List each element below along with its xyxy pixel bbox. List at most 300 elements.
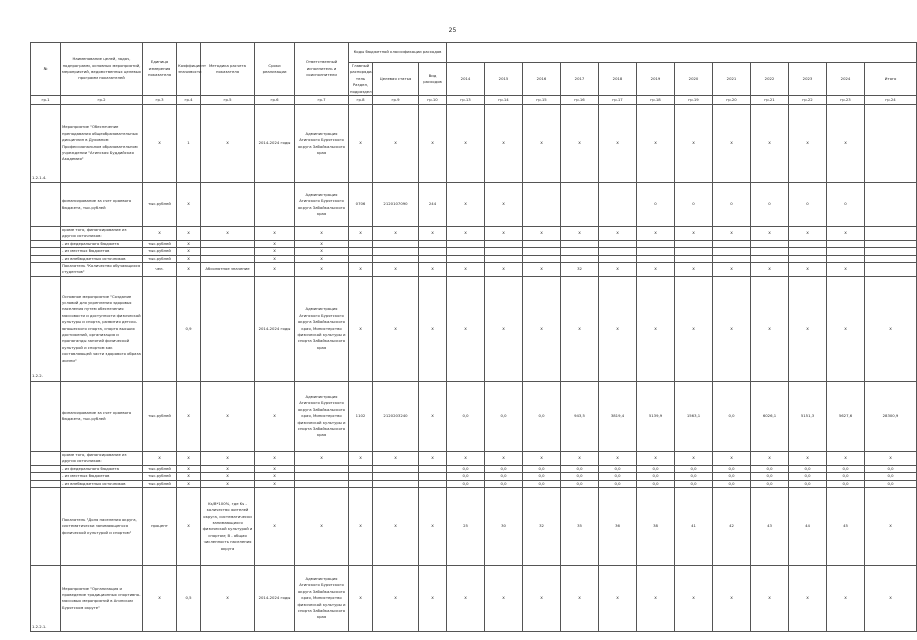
- table-cell: X: [255, 263, 295, 277]
- table-cell: [295, 465, 349, 472]
- table-cell: X: [713, 276, 751, 381]
- table-cell: 0: [751, 183, 789, 227]
- table-cell: Ks/B*100%, где Ks - количество жителей округа, систематически занимающихся физической культурой и спортом; B - общая численность населения округа: [201, 487, 255, 565]
- table-cell: [485, 248, 523, 255]
- table-cell: Администрация Агинского Бурятского округа Забайкальского края: [295, 183, 349, 227]
- row-number-cell: [31, 487, 61, 565]
- table-cell: X: [599, 263, 637, 277]
- table-row: [31, 183, 917, 227]
- header-year-2017: 2017: [561, 63, 599, 96]
- table-cell: [637, 248, 675, 255]
- table-cell: 0,0: [751, 480, 789, 487]
- table-cell: X: [177, 248, 201, 255]
- table-cell: X: [349, 487, 373, 565]
- row-name-cell: Показатель "Доля населения округа, систематически занимающегося физической культурой и спортом": [61, 487, 143, 565]
- table-row: [31, 105, 917, 183]
- table-cell: X: [349, 227, 373, 241]
- table-cell: X: [349, 105, 373, 183]
- header-year-2020: 2020: [675, 63, 713, 96]
- table-cell: [865, 263, 917, 277]
- table-cell: X: [789, 451, 827, 465]
- group-number-cell: гр.17: [599, 96, 637, 105]
- header-main-admin: Главный распоряди-тель Раздел, подраздел: [350, 63, 373, 94]
- row-number: 1.2.2.1.: [32, 623, 47, 629]
- table-cell: 35: [561, 487, 599, 565]
- table-cell: [637, 240, 675, 247]
- table-cell: X: [201, 381, 255, 451]
- row-name-cell: кроме того, финансирование из других источников:: [61, 451, 143, 465]
- table-cell: [143, 276, 177, 381]
- table-cell: X: [637, 105, 675, 183]
- row-number-cell: [31, 263, 61, 277]
- header-name: Наименование целей, задач, подпрограмм, основных мероприятий, мероприятий, ведомственных целевых программ показателей: [61, 43, 143, 96]
- table-cell: 5139,9: [637, 381, 675, 451]
- page-number: 25: [448, 27, 457, 34]
- table-cell: [255, 183, 295, 227]
- table-cell: [713, 240, 751, 247]
- table-cell: [865, 240, 917, 247]
- table-row: [31, 276, 917, 381]
- group-number-row: [31, 96, 917, 105]
- table-cell: X: [201, 565, 255, 631]
- table-cell: тыс.рублей: [143, 473, 177, 480]
- row-number-cell: [31, 473, 61, 480]
- table-cell: процент: [143, 487, 177, 565]
- table-cell: X: [447, 565, 485, 631]
- table-cell: X: [419, 565, 447, 631]
- table-cell: X: [201, 227, 255, 241]
- table-cell: X: [713, 565, 751, 631]
- table-cell: X: [523, 263, 561, 277]
- group-number-cell: гр.19: [675, 96, 713, 105]
- row-number-cell: [31, 240, 61, 247]
- table-cell: 0,0: [485, 465, 523, 472]
- table-cell: 0,0: [599, 465, 637, 472]
- row-number: 1.2.2.: [32, 373, 43, 379]
- table-cell: 1102: [349, 381, 373, 451]
- group-number-cell: гр.1: [31, 96, 61, 105]
- table-cell: X: [675, 276, 713, 381]
- table-cell: [865, 248, 917, 255]
- table-cell: 44: [789, 487, 827, 565]
- table-cell: X: [295, 240, 349, 247]
- table-cell: 0: [675, 183, 713, 227]
- table-cell: Абсолютное значение: [201, 263, 255, 277]
- table-cell: X: [255, 381, 295, 451]
- table-cell: [349, 248, 373, 255]
- table-cell: [349, 240, 373, 247]
- table-cell: X: [295, 487, 349, 565]
- table-cell: X: [143, 451, 177, 465]
- table-cell: [523, 255, 561, 262]
- table-cell: [373, 255, 419, 262]
- table-cell: X: [419, 381, 447, 451]
- table-cell: X: [523, 227, 561, 241]
- table-cell: 0,0: [637, 465, 675, 472]
- table-cell: 943,5: [561, 381, 599, 451]
- header-year-2014: 2014: [447, 63, 485, 96]
- table-cell: X: [177, 183, 201, 227]
- group-number-cell: гр.16: [561, 96, 599, 105]
- table-cell: [419, 480, 447, 487]
- table-row: [31, 473, 917, 480]
- table-cell: X: [177, 263, 201, 277]
- table-cell: X: [827, 451, 865, 465]
- table-cell: [561, 240, 599, 247]
- table-cell: [865, 105, 917, 183]
- row-number: 1.2.1.4.: [32, 174, 47, 180]
- table-cell: 0,0: [789, 480, 827, 487]
- table-cell: X: [295, 248, 349, 255]
- table-cell: X: [675, 105, 713, 183]
- group-number-cell: гр.24: [865, 96, 917, 105]
- table-cell: 36: [599, 487, 637, 565]
- table-cell: X: [827, 263, 865, 277]
- table-cell: чел.: [143, 263, 177, 277]
- group-number-cell: гр.22: [789, 96, 827, 105]
- table-cell: 0,0: [447, 465, 485, 472]
- table-cell: 41: [675, 487, 713, 565]
- table-cell: [373, 473, 419, 480]
- table-row: [31, 263, 917, 277]
- table-cell: [373, 465, 419, 472]
- table-cell: [201, 183, 255, 227]
- table-cell: 38: [637, 487, 675, 565]
- table-cell: X: [789, 227, 827, 241]
- table-cell: 0,0: [789, 473, 827, 480]
- table-cell: 32: [561, 263, 599, 277]
- table-cell: тыс.рублей: [143, 381, 177, 451]
- group-number-cell: гр.6: [255, 96, 295, 105]
- table-cell: 0,0: [713, 381, 751, 451]
- row-number-cell: [31, 565, 61, 631]
- table-cell: [713, 255, 751, 262]
- table-cell: X: [523, 276, 561, 381]
- table-cell: X: [789, 105, 827, 183]
- table-cell: X: [827, 105, 865, 183]
- budget-table: [30, 42, 917, 632]
- table-cell: [751, 255, 789, 262]
- table-row: [31, 480, 917, 487]
- table-cell: 2014-2024 годы: [255, 276, 295, 381]
- table-row: [31, 381, 917, 451]
- table-cell: 5627,6: [827, 381, 865, 451]
- table-cell: 0,0: [827, 480, 865, 487]
- table-cell: [349, 255, 373, 262]
- table-cell: 0,0: [827, 473, 865, 480]
- table-cell: Администрация Агинского Бурятского округа Забайкальского края, Министерство физической культуры и спорта Забайкальского края: [295, 276, 349, 381]
- table-cell: 0,0: [865, 473, 917, 480]
- row-number-cell: [31, 255, 61, 262]
- table-cell: X: [865, 487, 917, 565]
- table-cell: X: [349, 451, 373, 465]
- table-cell: X: [177, 473, 201, 480]
- table-cell: X: [865, 276, 917, 381]
- table-cell: 0,0: [675, 465, 713, 472]
- table-cell: X: [419, 276, 447, 381]
- group-number-cell: гр.14: [485, 96, 523, 105]
- table-cell: 0,0: [523, 473, 561, 480]
- table-cell: тыс.рублей: [143, 480, 177, 487]
- table-cell: X: [177, 465, 201, 472]
- table-cell: X: [373, 227, 419, 241]
- group-number-cell: гр.20: [713, 96, 751, 105]
- table-cell: X: [751, 451, 789, 465]
- table-cell: X: [713, 105, 751, 183]
- group-number-cell: гр.2: [61, 96, 143, 105]
- table-cell: 0,0: [599, 480, 637, 487]
- table-cell: [201, 255, 255, 262]
- table-cell: X: [255, 255, 295, 262]
- table-cell: тыс.рублей: [143, 240, 177, 247]
- table-cell: 0,0: [713, 465, 751, 472]
- table-cell: X: [419, 487, 447, 565]
- table-cell: X: [201, 465, 255, 472]
- table-cell: 2120203240: [373, 381, 419, 451]
- table-cell: X: [177, 451, 201, 465]
- table-cell: X: [255, 480, 295, 487]
- table-row: [31, 240, 917, 247]
- row-name-cell: Мероприятие "Обеспечение преподавания общеобразовательных дисциплин в Духовном Профессиональном образовательном учреждении "Агинская Буддийская Академия": [61, 105, 143, 183]
- table-cell: 0,0: [637, 480, 675, 487]
- table-cell: X: [561, 105, 599, 183]
- table-cell: тыс.рублей: [143, 255, 177, 262]
- table-cell: 43: [751, 487, 789, 565]
- table-cell: X: [599, 227, 637, 241]
- table-cell: X: [485, 276, 523, 381]
- table-cell: 45: [827, 487, 865, 565]
- table-cell: [349, 480, 373, 487]
- table-cell: X: [349, 263, 373, 277]
- table-cell: X: [789, 565, 827, 631]
- header-total: Итого: [865, 63, 917, 96]
- table-cell: 0,0: [447, 473, 485, 480]
- table-cell: X: [255, 451, 295, 465]
- table-cell: 0,0: [865, 480, 917, 487]
- table-cell: [599, 183, 637, 227]
- table-cell: 0,0: [675, 480, 713, 487]
- header-executor: Ответственный исполнитель и соисполнители: [295, 43, 349, 96]
- table-cell: 1563,1: [675, 381, 713, 451]
- table-cell: X: [255, 248, 295, 255]
- row-name-cell: кроме того, финансирование из других источников:: [61, 227, 143, 241]
- table-cell: X: [637, 263, 675, 277]
- table-cell: X: [751, 105, 789, 183]
- table-cell: X: [599, 451, 637, 465]
- row-name-cell: - из местных бюджетов: [61, 473, 143, 480]
- table-cell: 6026,1: [751, 381, 789, 451]
- table-cell: тыс.рублей: [143, 465, 177, 472]
- table-cell: тыс.рублей: [143, 183, 177, 227]
- header-coef: Коэффициент значимости: [177, 43, 201, 96]
- table-cell: [865, 227, 917, 241]
- table-cell: [713, 248, 751, 255]
- table-cell: X: [447, 451, 485, 465]
- row-name-cell: Мероприятие "Организация и проведение традиционных спортивно-массовых мероприятий в Агинском Бурятском округе": [61, 565, 143, 631]
- table-cell: [561, 183, 599, 227]
- table-cell: [523, 240, 561, 247]
- table-cell: 0,0: [675, 473, 713, 480]
- table-cell: 0,0: [789, 465, 827, 472]
- table-cell: [419, 248, 447, 255]
- table-cell: X: [751, 227, 789, 241]
- table-cell: X: [295, 227, 349, 241]
- header-years-blank: [447, 43, 917, 63]
- table-cell: 0,0: [599, 473, 637, 480]
- header-budget-codes: Коды бюджетной классификации расходов: [349, 43, 447, 63]
- table-cell: 244: [419, 183, 447, 227]
- table-cell: X: [201, 480, 255, 487]
- group-number-cell: гр.5: [201, 96, 255, 105]
- table-cell: [349, 473, 373, 480]
- table-cell: X: [637, 227, 675, 241]
- table-cell: [201, 248, 255, 255]
- table-cell: 0,9: [177, 276, 201, 381]
- table-cell: 0,0: [447, 381, 485, 451]
- table-cell: 0: [827, 183, 865, 227]
- table-cell: [201, 240, 255, 247]
- table-cell: [373, 480, 419, 487]
- row-number-cell: [31, 183, 61, 227]
- table-cell: X: [373, 105, 419, 183]
- table-cell: X: [561, 227, 599, 241]
- table-cell: Администрация Агинского Бурятского округа Забайкальского края, Министерство физической культуры и спорта Забайкальского края: [295, 565, 349, 631]
- table-cell: 1: [177, 105, 201, 183]
- table-cell: X: [561, 276, 599, 381]
- table-cell: X: [295, 263, 349, 277]
- row-number-cell: [31, 227, 61, 241]
- row-name-cell: - из федерального бюджета: [61, 465, 143, 472]
- table-cell: [419, 465, 447, 472]
- row-number-cell: [31, 465, 61, 472]
- table-cell: X: [349, 565, 373, 631]
- group-number-cell: гр.4: [177, 96, 201, 105]
- header-year-2018: 2018: [599, 63, 637, 96]
- table-cell: X: [637, 565, 675, 631]
- header-num: №: [31, 43, 61, 96]
- group-number-cell: гр.8: [349, 96, 373, 105]
- table-cell: тыс.рублей: [143, 248, 177, 255]
- table-cell: 0706: [349, 183, 373, 227]
- row-name-cell: - из внебюджетных источников: [61, 480, 143, 487]
- table-cell: X: [865, 565, 917, 631]
- table-cell: 0: [789, 183, 827, 227]
- table-cell: 0,0: [561, 473, 599, 480]
- header-year-2022: 2022: [751, 63, 789, 96]
- table-cell: [419, 255, 447, 262]
- table-cell: [447, 248, 485, 255]
- table-cell: X: [485, 451, 523, 465]
- header-year-2021: 2021: [713, 63, 751, 96]
- table-cell: X: [255, 240, 295, 247]
- row-name-cell: - из местных бюджетов: [61, 248, 143, 255]
- table-cell: X: [827, 227, 865, 241]
- group-number-cell: гр.15: [523, 96, 561, 105]
- table-cell: [561, 248, 599, 255]
- table-cell: [789, 248, 827, 255]
- group-number-cell: гр.23: [827, 96, 865, 105]
- row-name-cell: Показатель "Количество обучающихся студентов": [61, 263, 143, 277]
- table-cell: 32: [523, 487, 561, 565]
- row-number-cell: [31, 381, 61, 451]
- header-year-2015: 2015: [485, 63, 523, 96]
- table-cell: [599, 248, 637, 255]
- table-cell: X: [485, 183, 523, 227]
- table-cell: [865, 183, 917, 227]
- table-cell: 0,0: [751, 465, 789, 472]
- table-cell: 0,0: [827, 465, 865, 472]
- header-year-2023: 2023: [789, 63, 827, 96]
- table-cell: [789, 240, 827, 247]
- table-cell: [561, 255, 599, 262]
- table-cell: X: [523, 105, 561, 183]
- row-number-cell: [31, 105, 61, 183]
- table-cell: X: [177, 240, 201, 247]
- table-cell: X: [447, 183, 485, 227]
- table-cell: 0,0: [865, 465, 917, 472]
- table-cell: X: [201, 105, 255, 183]
- table-row: [31, 255, 917, 262]
- table-cell: X: [599, 276, 637, 381]
- table-cell: 3819,4: [599, 381, 637, 451]
- table-cell: X: [295, 451, 349, 465]
- table-cell: [675, 248, 713, 255]
- table-cell: [599, 255, 637, 262]
- table-cell: [295, 480, 349, 487]
- table-cell: X: [675, 451, 713, 465]
- table-cell: X: [485, 565, 523, 631]
- header-year-2016: 2016: [523, 63, 561, 96]
- table-cell: X: [373, 487, 419, 565]
- table-cell: X: [713, 263, 751, 277]
- table-cell: 0,0: [523, 381, 561, 451]
- table-cell: X: [865, 451, 917, 465]
- table-cell: X: [177, 255, 201, 262]
- table-cell: 0,5: [177, 565, 201, 631]
- row-number-cell: [31, 248, 61, 255]
- table-cell: X: [637, 276, 675, 381]
- table-cell: X: [751, 263, 789, 277]
- table-cell: [447, 255, 485, 262]
- table-cell: 0,0: [485, 473, 523, 480]
- table-cell: [751, 240, 789, 247]
- table-cell: 0,0: [485, 381, 523, 451]
- table-cell: 0,0: [485, 480, 523, 487]
- table-row: [31, 451, 917, 465]
- table-cell: [827, 248, 865, 255]
- table-cell: 0,0: [751, 473, 789, 480]
- table-cell: 25: [447, 487, 485, 565]
- group-number-cell: гр.18: [637, 96, 675, 105]
- table-row: [31, 227, 917, 241]
- table-cell: X: [373, 276, 419, 381]
- table-cell: X: [599, 565, 637, 631]
- table-cell: [295, 473, 349, 480]
- table-cell: X: [485, 105, 523, 183]
- table-cell: [637, 255, 675, 262]
- table-cell: X: [789, 276, 827, 381]
- table-cell: X: [177, 227, 201, 241]
- table-cell: [419, 473, 447, 480]
- table-cell: X: [447, 263, 485, 277]
- table-cell: X: [255, 473, 295, 480]
- table-cell: X: [143, 565, 177, 631]
- table-cell: X: [827, 565, 865, 631]
- table-cell: X: [561, 451, 599, 465]
- table-cell: 42: [713, 487, 751, 565]
- table-cell: Администрация Агинского Бурятского округа Забайкальского края, Министерство физической культуры и спорта Забайкальского края: [295, 381, 349, 451]
- table-cell: X: [637, 451, 675, 465]
